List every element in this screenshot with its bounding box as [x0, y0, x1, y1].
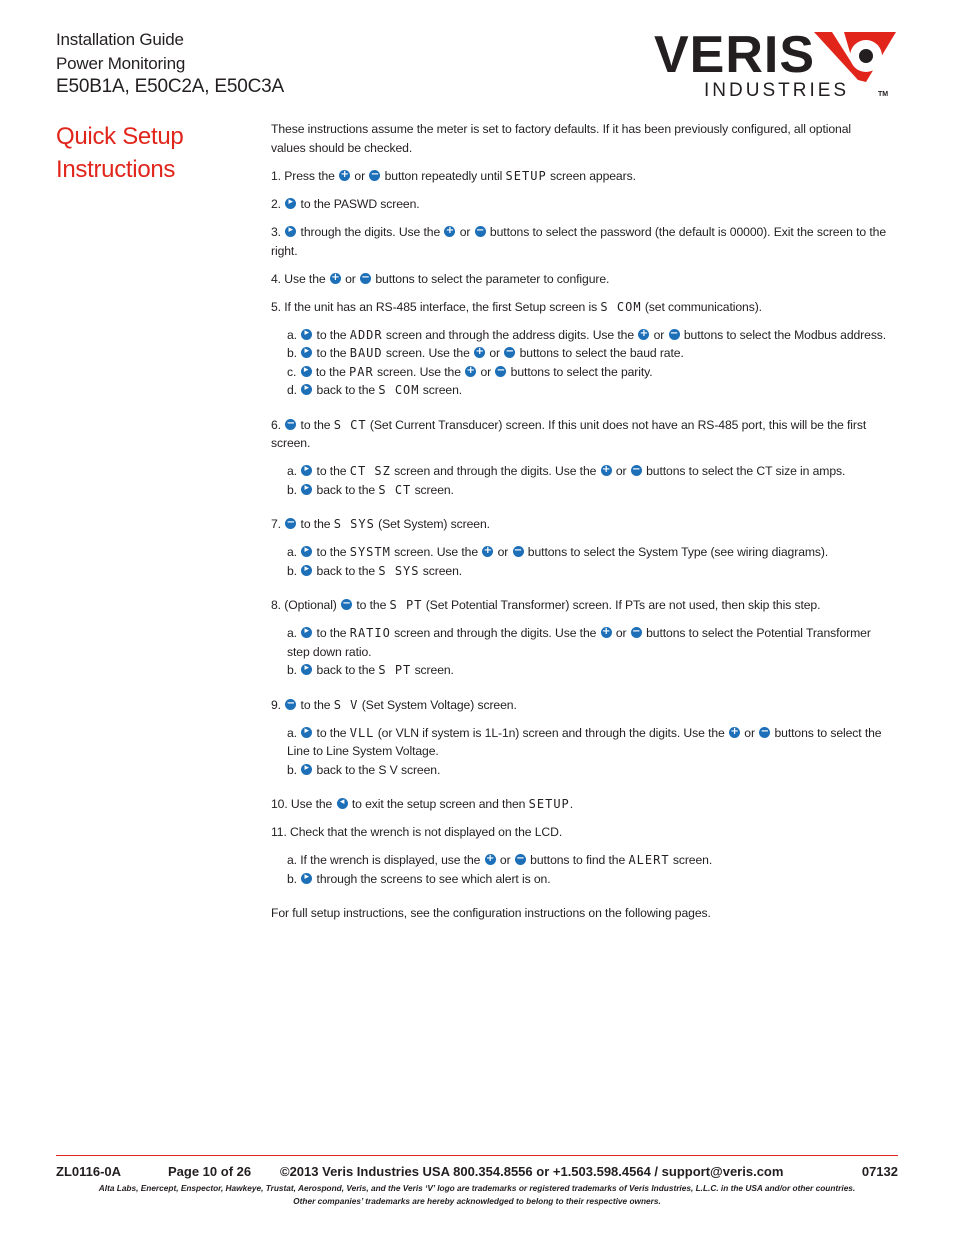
- lcd-text: S CT: [378, 482, 412, 497]
- intro-paragraph: These instructions assume the meter is set to factory defaults. If it has been previously configured, all optional values should be checked.: [271, 122, 851, 155]
- step-text: button repeatedly until: [381, 169, 506, 183]
- step-text: screen.: [411, 482, 454, 497]
- step-7: [271, 515, 887, 534]
- step-text: a.: [287, 545, 301, 559]
- step-text: buttons to select the Potential Transformer step down ratio.: [287, 626, 871, 659]
- step-text: or: [612, 464, 630, 478]
- lcd-text: S PT: [389, 598, 423, 612]
- step-text: .: [569, 797, 574, 811]
- lcd-text: CT SZ: [349, 464, 391, 478]
- step-text: or: [456, 225, 474, 239]
- plus-button-icon: [638, 329, 649, 340]
- step-6: [271, 416, 887, 453]
- plus-button-icon: [339, 170, 350, 181]
- step-text: b.: [287, 871, 301, 886]
- step-text: screen.: [419, 383, 463, 397]
- right-arrow-button-icon: [301, 329, 312, 340]
- step-text: back to the: [313, 563, 379, 578]
- step-text: screen.: [419, 563, 463, 578]
- right-arrow-button-icon: [301, 366, 312, 377]
- plus-button-icon: [330, 273, 341, 284]
- step-text: (Set Potential Transformer) screen. If PTs are not used, then skip this step.: [422, 598, 821, 612]
- lcd-text: S SYS: [333, 517, 375, 531]
- step-text: 5. If the unit has an RS-485 interface, the first Setup screen is: [271, 299, 601, 314]
- step-text: or: [612, 626, 630, 640]
- minus-button-icon: [369, 170, 380, 181]
- document-code: ZL0116-0A: [56, 1164, 122, 1179]
- right-arrow-button-icon: [301, 873, 312, 884]
- minus-button-icon: [669, 329, 680, 340]
- step-2: [271, 195, 887, 214]
- logo-tm: TM: [878, 91, 889, 98]
- step-text: (or VLN if system is 1L-1n) screen and through the digits. Use the: [374, 725, 728, 740]
- logo-word: VERIS: [654, 26, 816, 84]
- minus-button-icon: [475, 226, 486, 237]
- step-text: screen.: [669, 853, 713, 867]
- right-arrow-button-icon: [285, 198, 296, 209]
- step-text: (Set System) screen.: [374, 517, 490, 531]
- minus-button-icon: [631, 465, 642, 476]
- step-text: back to the: [313, 383, 379, 397]
- step-text: screen appears.: [546, 169, 636, 183]
- step-text: to exit the setup screen and then: [348, 797, 529, 811]
- step-7-substeps: [271, 543, 887, 580]
- step-8: [271, 596, 887, 615]
- step-4: [271, 270, 887, 289]
- step-text: 3.: [271, 225, 285, 239]
- step-text: 10. Use the: [271, 797, 336, 811]
- step-text: 7.: [271, 517, 285, 531]
- step-5-substeps: [271, 326, 887, 400]
- step-text: screen. Use the: [390, 545, 482, 559]
- instructions-body: [271, 120, 887, 923]
- step-text: 2.: [271, 197, 285, 211]
- step-8b: [287, 661, 887, 680]
- step-5a: [287, 326, 887, 345]
- step-text: to the: [313, 545, 350, 559]
- plus-button-icon: [444, 226, 455, 237]
- lcd-text: SYSTM: [349, 545, 391, 559]
- lcd-text: S CT: [333, 417, 367, 432]
- step-text: to the: [313, 464, 350, 478]
- step-text: through the digits. Use the: [297, 225, 444, 239]
- step-text: buttons to select the password (the default is 00000). Exit the screen to the right.: [271, 225, 887, 258]
- page-footer: [56, 1163, 898, 1208]
- lcd-text: ADDR: [349, 327, 383, 342]
- step-11b: [287, 870, 887, 889]
- minus-button-icon: [285, 518, 296, 529]
- right-arrow-button-icon: [285, 226, 296, 237]
- minus-button-icon: [513, 546, 524, 557]
- step-9b: [287, 761, 887, 780]
- minus-button-icon: [495, 366, 506, 377]
- step-text: to the PASWD screen.: [297, 197, 420, 211]
- step-text: 6.: [271, 417, 285, 432]
- minus-button-icon: [285, 699, 296, 710]
- step-text: d.: [287, 383, 301, 397]
- step-text: c.: [287, 364, 300, 379]
- step-8a: [287, 624, 887, 661]
- step-11a: [287, 851, 887, 870]
- lcd-text: BAUD: [349, 346, 383, 360]
- trademark-line-1: Alta Labs, Enercept, Enspector, Hawkeye, Trustat, Aerospond, Veris, and the Veris ‘V’ logo are trademarks or registered trademarks of Veris Industries, L.L.C. in the USA and/or other countries.: [98, 1183, 856, 1193]
- header-doc-type: Installation Guide: [56, 30, 184, 49]
- step-text: to the: [297, 417, 334, 432]
- minus-button-icon: [504, 347, 515, 358]
- step-text: buttons to find the: [526, 853, 629, 867]
- step-text: a.: [287, 626, 301, 640]
- step-text: through the screens to see which alert is on.: [313, 871, 551, 886]
- step-text: a.: [287, 464, 301, 478]
- step-text: to the: [353, 598, 390, 612]
- step-text: b.: [287, 346, 301, 360]
- right-arrow-button-icon: [301, 764, 312, 775]
- step-text: buttons to select the Line to Line System Voltage.: [287, 725, 882, 758]
- step-text: to the: [297, 517, 334, 531]
- step-1: [271, 167, 887, 186]
- document-header: [56, 28, 284, 98]
- step-text: screen. Use the: [382, 346, 474, 360]
- step-text: b.: [287, 482, 301, 497]
- step-text: (Set System Voltage) screen.: [358, 697, 517, 712]
- step-text: screen. Use the: [373, 364, 465, 379]
- step-text: back to the: [313, 663, 379, 677]
- section-title: [56, 120, 256, 186]
- right-arrow-button-icon: [301, 546, 312, 557]
- minus-button-icon: [341, 599, 352, 610]
- minus-button-icon: [285, 419, 296, 430]
- page-number: Page 10 of 26: [168, 1164, 252, 1179]
- minus-button-icon: [759, 727, 770, 738]
- step-text: 11. Check that the wrench is not displayed on the LCD.: [271, 825, 563, 839]
- lcd-text: S V: [333, 697, 359, 712]
- step-10: [271, 795, 887, 814]
- step-text: or: [650, 327, 668, 342]
- lcd-text: ALERT: [628, 853, 670, 867]
- step-text: b.: [287, 762, 301, 777]
- right-arrow-button-icon: [301, 565, 312, 576]
- outro-paragraph: For full setup instructions, see the configuration instructions on the following pages.: [271, 906, 711, 920]
- step-text: or: [486, 346, 504, 360]
- step-9: [271, 696, 887, 715]
- step-text: to the: [313, 327, 350, 342]
- plus-button-icon: [729, 727, 740, 738]
- plus-button-icon: [474, 347, 485, 358]
- step-text: to the: [312, 364, 350, 379]
- logo-v-dot: [859, 49, 873, 63]
- plus-button-icon: [485, 854, 496, 865]
- step-9a: [287, 724, 887, 761]
- header-model-numbers: E50B1A, E50C2A, E50C3A: [56, 76, 284, 97]
- step-5: [271, 298, 887, 317]
- footer-divider: [56, 1155, 898, 1156]
- step-text: buttons to select the parity.: [507, 364, 653, 379]
- step-6b: [287, 481, 887, 500]
- right-arrow-button-icon: [301, 484, 312, 495]
- right-arrow-button-icon: [301, 384, 312, 395]
- revision-date: 07132: [861, 1164, 898, 1179]
- step-text: screen and through the digits. Use the: [390, 626, 600, 640]
- step-text: (set communications).: [641, 299, 762, 314]
- step-text: to the: [313, 626, 350, 640]
- step-8-substeps: [271, 624, 887, 680]
- lcd-text: PAR: [349, 364, 374, 379]
- plus-button-icon: [465, 366, 476, 377]
- logo-sub: INDUSTRIES: [704, 80, 850, 101]
- step-text: buttons to select the System Type (see wiring diagrams).: [524, 545, 829, 559]
- veris-logo-mark: [654, 26, 898, 102]
- step-text: a. If the wrench is displayed, use the: [287, 853, 484, 867]
- step-6-substeps: [271, 462, 887, 499]
- veris-logo: [654, 26, 898, 102]
- plus-button-icon: [601, 627, 612, 638]
- step-text: to the: [297, 697, 334, 712]
- step-7a: [287, 543, 887, 562]
- minus-button-icon: [360, 273, 371, 284]
- plus-button-icon: [482, 546, 493, 557]
- right-arrow-button-icon: [301, 627, 312, 638]
- step-text: (Set Current Transducer) screen. If this unit does not have an RS-485 port, this will be the first screen.: [271, 417, 867, 450]
- step-11: [271, 823, 887, 842]
- step-text: 8. (Optional): [271, 598, 341, 612]
- section-title-line1: Quick Setup: [56, 123, 184, 150]
- step-5c: [287, 363, 887, 382]
- section-title-line2: Instructions: [56, 156, 176, 183]
- step-text: to the: [313, 725, 350, 740]
- trademark-notice: [56, 1182, 898, 1208]
- step-text: screen.: [411, 663, 454, 677]
- step-5d: [287, 381, 887, 400]
- step-text: b.: [287, 563, 301, 578]
- right-arrow-button-icon: [301, 727, 312, 738]
- step-text: screen and through the digits. Use the: [390, 464, 600, 478]
- step-text: back to the S V screen.: [313, 762, 441, 777]
- step-9-substeps: [271, 724, 887, 780]
- step-text: or: [741, 725, 759, 740]
- lcd-text: S PT: [378, 663, 412, 677]
- minus-button-icon: [515, 854, 526, 865]
- step-text: or: [351, 169, 369, 183]
- lcd-text: SETUP: [528, 797, 570, 811]
- footer-info-row: [56, 1163, 898, 1181]
- step-3: [271, 223, 887, 260]
- step-11-substeps: [271, 851, 887, 888]
- lcd-text: SETUP: [505, 169, 547, 183]
- step-text: buttons to select the Modbus address.: [680, 327, 887, 342]
- step-5b: [287, 344, 887, 363]
- lcd-text: VLL: [349, 725, 375, 740]
- copyright-contact: ©2013 Veris Industries USA 800.354.8556 or +1.503.598.4564 / support@veris.com: [280, 1164, 784, 1179]
- step-text: 9.: [271, 697, 285, 712]
- step-text: or: [341, 271, 360, 286]
- lcd-text: S SYS: [378, 563, 420, 578]
- lcd-text: S COM: [378, 383, 420, 397]
- right-arrow-button-icon: [301, 465, 312, 476]
- step-text: screen and through the address digits. Use the: [382, 327, 638, 342]
- step-text: buttons to select the CT size in amps.: [642, 464, 846, 478]
- step-text: or: [494, 545, 512, 559]
- lcd-text: RATIO: [349, 626, 391, 640]
- step-7b: [287, 562, 887, 581]
- step-text: back to the: [313, 482, 379, 497]
- step-text: buttons to select the baud rate.: [516, 346, 684, 360]
- minus-button-icon: [631, 627, 642, 638]
- step-text: a.: [287, 327, 301, 342]
- lcd-text: S COM: [600, 299, 642, 314]
- step-text: buttons to select the parameter to configure.: [372, 271, 610, 286]
- step-6a: [287, 462, 887, 481]
- step-text: or: [496, 853, 514, 867]
- step-text: 4. Use the: [271, 271, 329, 286]
- plus-button-icon: [601, 465, 612, 476]
- step-text: or: [477, 364, 495, 379]
- header-product-line: Power Monitoring: [56, 54, 186, 73]
- right-arrow-button-icon: [301, 347, 312, 358]
- trademark-line-2: Other companies’ trademarks are hereby acknowledged to belong to their respective owners.: [293, 1196, 661, 1206]
- step-text: b.: [287, 663, 301, 677]
- step-text: a.: [287, 725, 301, 740]
- right-arrow-button-icon: [301, 664, 312, 675]
- left-arrow-button-icon: [337, 798, 348, 809]
- step-text: 1. Press the: [271, 169, 339, 183]
- step-text: to the: [313, 346, 350, 360]
